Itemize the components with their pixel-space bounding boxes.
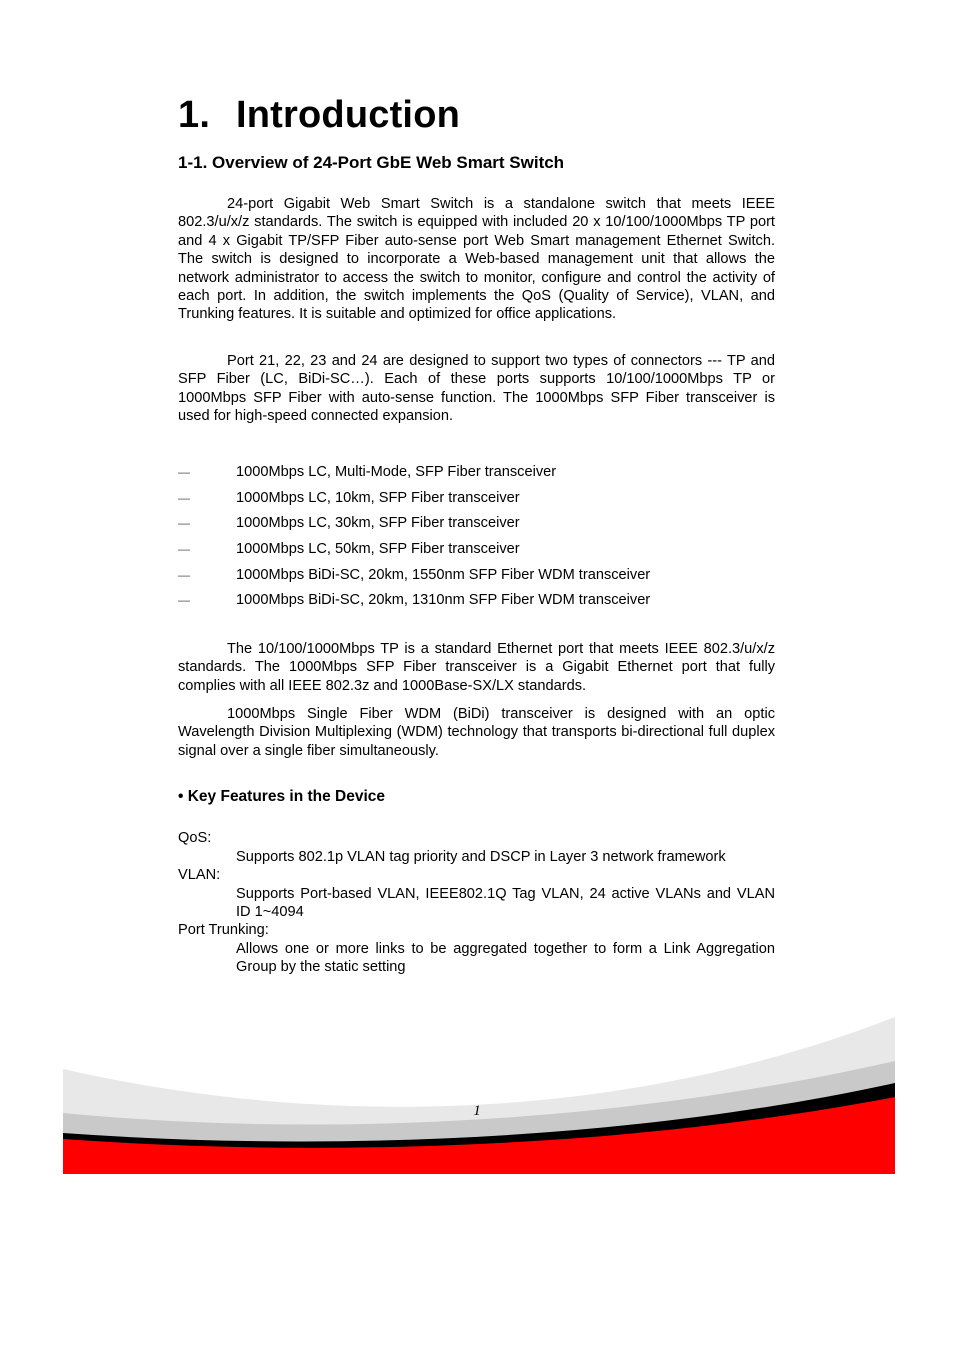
feature-desc-trunking: Allows one or more links to be aggregated together to form a Link Aggregation Group by the static setting (236, 941, 775, 976)
key-features-heading: • Key Features in the Device (178, 788, 386, 805)
feature-desc-qos: Supports 802.1p VLAN tag priority and DSCP in Layer 3 network framework (236, 849, 726, 865)
dash-bullet-icon: — (178, 542, 190, 557)
footer-swoosh-banner (63, 1013, 895, 1174)
chapter-title-text: Introduction (236, 94, 461, 136)
feature-label-qos: QoS: (178, 830, 212, 846)
dash-bullet-icon: — (178, 516, 190, 531)
page-number: 1 (473, 1103, 481, 1119)
feature-label-vlan: VLAN: (178, 867, 221, 883)
intro-paragraph-2: Port 21, 22, 23 and 24 are designed to support two types of connectors --- TP and SFP Fiber (LC, BiDi-SC…). Each of these ports supports 10/100/1000Mbps TP or 1000Mbps SFP Fiber with auto-sense function. The 1000Mbps SFP Fiber transceiver is used for high-speed connected expansion. (178, 353, 775, 425)
section-title: 1-1. Overview of 24-Port GbE Web Smart Switch (178, 153, 565, 172)
dash-bullet-icon: — (178, 567, 190, 582)
feature-label-trunking: Port Trunking: (178, 922, 269, 938)
tp-paragraph: The 10/100/1000Mbps TP is a standard Ethernet port that meets IEEE 802.3/u/x/z standards. The 1000Mbps SFP Fiber transceiver is a Gigabit Ethernet port that fully complies with all IEEE 802.3z and 1000Base-SX/LX standards. (178, 641, 775, 694)
dash-bullet-icon: — (178, 465, 190, 479)
document-page: 1. Introduction 1-1. Overview of 24-Port GbE Web Smart Switch 24-port Gigabit Web Smart Switch is a standalone switch that meets IEEE 802.3/u/x/z standards. The switch is equipped with included 20 x 10/100/1000Mbps TP port and 4 x Gigabit TP/SFP Fiber auto-sense port Web Smart management Ethernet Switch. The switch is designed to incorporate a Web-based management unit that allows the network administrator to access the switch to monitor, configure and control the activity of each port. In addition, the switch implements the QoS (Quality of Service), VLAN, and Trunking features. It is suitable and optimized for office applications. Port 21, 22, 23 and 24 are designed to support two types of connectors --- TP and SFP Fiber (LC, BiDi-SC…). Each of these ports supports 10/100/1000Mbps TP or 1000Mbps SFP Fiber with auto-sense function. The 1000Mbps SFP Fiber transceiver is used for high-speed connected expansion. — 1000Mbps LC, Multi-Mode, SFP Fiber transceiver — 1000Mbps LC, 10km, SFP Fiber transceiver — 1000Mbps LC, 30km, SFP Fiber transceiver — 1000Mbps LC, 50km, SFP Fiber transceiver — 1000Mbps BiDi-SC, 20km, 1550nm SFP Fiber WDM transceiver — 1000Mbps BiDi-SC, 20km, 1310nm SFP Fiber WDM transceiver The 10/100/1000Mbps TP is a standard Ethernet port that meets IEEE 802.3/u/x/z standards. The 1000Mbps SFP Fiber transceiver is a Gigabit Ethernet port that fully complies with all IEEE 802.3z and 1000Base-SX/LX standards. 1000Mbps Single Fiber WDM (BiDi) transceiver is designed with an optic Wavelength Division Multiplexing (WDM) technology that transports bi-directional full duplex signal over a single fiber simultaneously. • Key Features in the Device QoS: Supports 802.1p VLAN tag priority and DSCP in Layer 3 network framework VLAN: Supports Port-based VLAN, IEEE802.1Q Tag VLAN, 24 active VLANs and VLAN ID 1~4094 Port Trunking: Allows one or more links to be aggregated together to form a Link Aggregation Group by the static setting 1 (0, 0, 954, 1351)
feature-desc-vlan: Supports Port-based VLAN, IEEE802.1Q Tag VLAN, 24 active VLANs and VLAN ID 1~4094 (236, 886, 775, 921)
chapter-title (178, 94, 460, 137)
intro-paragraph-1: 24-port Gigabit Web Smart Switch is a standalone switch that meets IEEE 802.3/u/x/z standards. The switch is equipped with included 20 x 10/100/1000Mbps TP port and 4 x Gigabit TP/SFP Fiber auto-sense port Web Smart management Ethernet Switch. The switch is designed to incorporate a Web-based management unit that allows the network administrator to access the switch to monitor, configure and control the activity of each port. In addition, the switch implements the QoS (Quality of Service), VLAN, and Trunking features. It is suitable and optimized for office applications. (178, 196, 775, 323)
dash-bullet-icon: — (178, 490, 190, 505)
dash-bullet-icon: — (178, 593, 190, 608)
bidi-paragraph: 1000Mbps Single Fiber WDM (BiDi) transceiver is designed with an optic Wavelength Division Multiplexing (WDM) technology that transports bi-directional full duplex signal over a single fiber simultaneously. (178, 706, 775, 759)
chapter-number: 1. (178, 94, 211, 136)
